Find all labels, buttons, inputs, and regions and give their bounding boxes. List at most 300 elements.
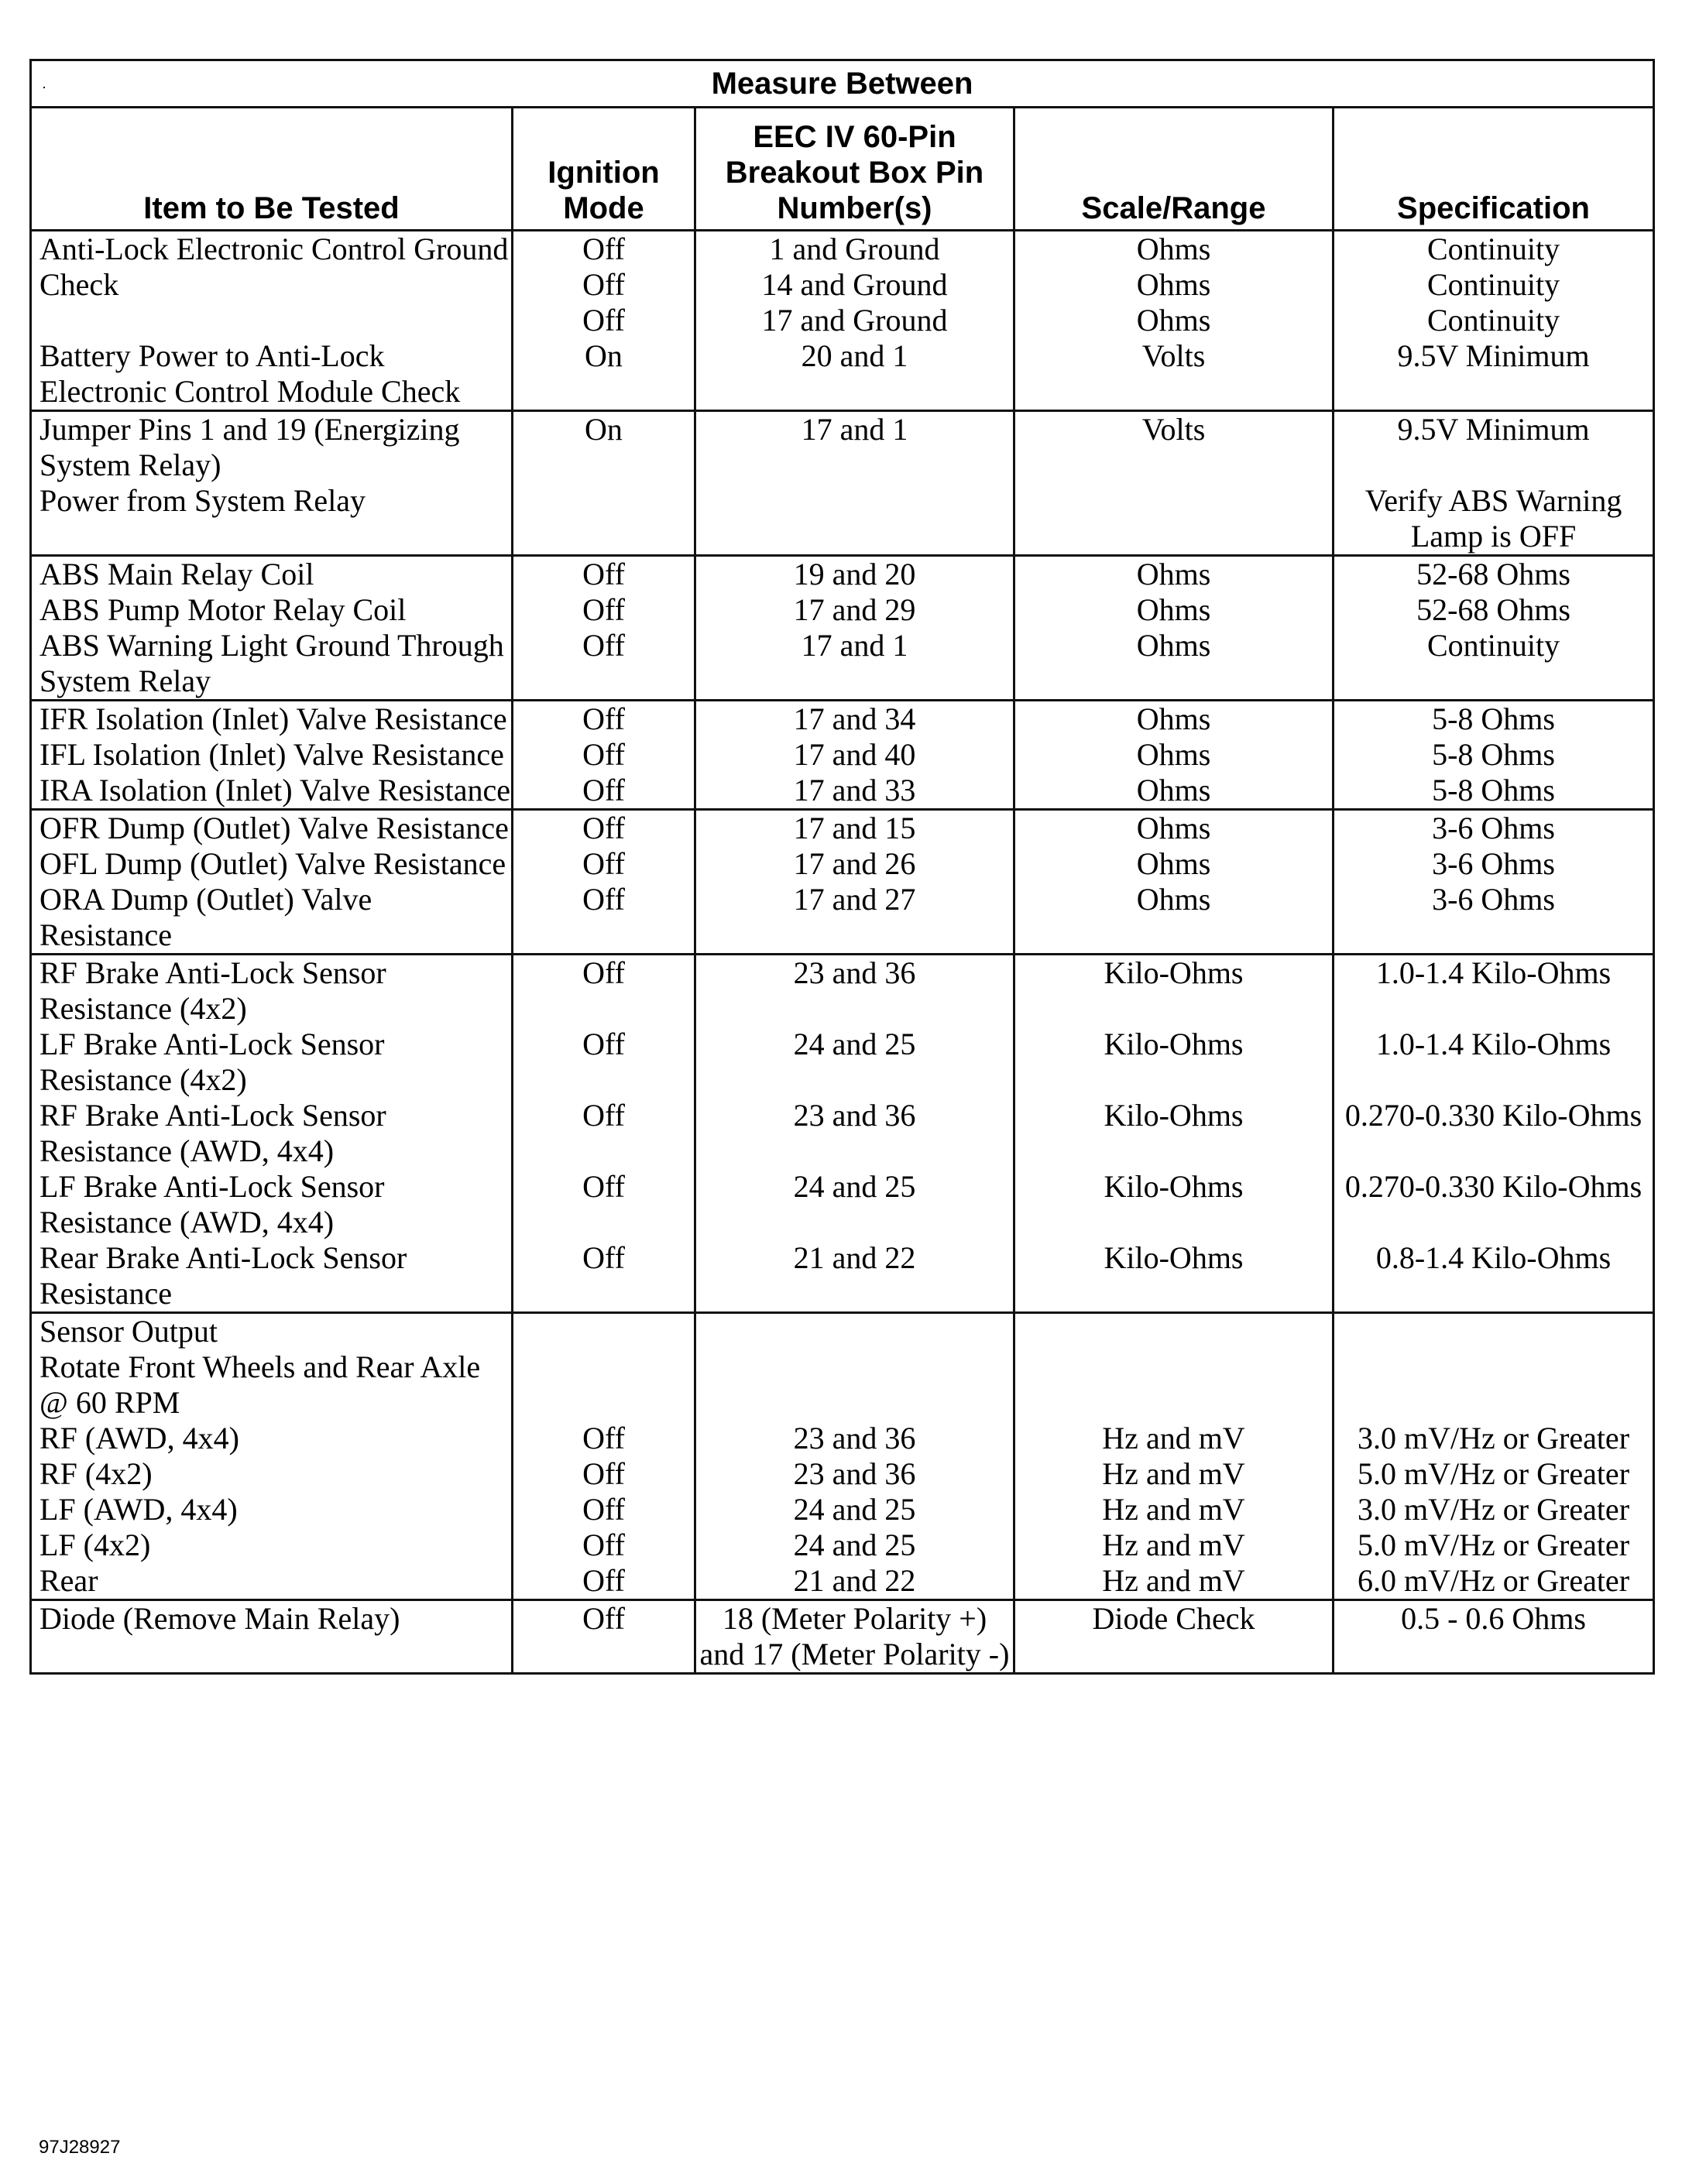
scale-value: Hz and mV bbox=[1102, 1527, 1245, 1562]
table-row bbox=[31, 411, 1654, 556]
cell-block bbox=[696, 1492, 1013, 1527]
cell-block bbox=[513, 1240, 694, 1311]
cell-spec bbox=[1334, 1313, 1654, 1600]
item-text: RF (AWD, 4x4) bbox=[39, 1421, 239, 1455]
cell-pins bbox=[695, 411, 1014, 556]
scale-value: Ohms bbox=[1136, 811, 1211, 845]
spec-value: 3.0 mV/Hz or Greater bbox=[1358, 1421, 1630, 1455]
cell-block bbox=[696, 1169, 1013, 1240]
cell-block bbox=[1334, 773, 1653, 808]
cell-block bbox=[32, 1169, 511, 1240]
cell-pins bbox=[695, 810, 1014, 955]
cell-block bbox=[1334, 628, 1653, 699]
cell-block bbox=[696, 338, 1013, 410]
cell-block bbox=[32, 1421, 511, 1456]
item-text: ABS Main Relay Coil bbox=[39, 557, 314, 591]
cell-ignition bbox=[513, 1600, 695, 1674]
cell-block bbox=[513, 737, 694, 773]
spec-value: Continuity bbox=[1426, 267, 1560, 302]
ignition-value: Off bbox=[582, 557, 625, 591]
cell-item bbox=[31, 1600, 513, 1674]
cell-block bbox=[1334, 1314, 1653, 1349]
cell-block bbox=[1334, 737, 1653, 773]
cell-block bbox=[1334, 1601, 1653, 1672]
header-scale: Scale/Range bbox=[1014, 108, 1334, 231]
cell-block bbox=[32, 483, 511, 554]
scale-value: Ohms bbox=[1136, 231, 1211, 266]
cell-block bbox=[513, 1421, 694, 1456]
pins-value: 20 and 1 bbox=[801, 338, 908, 373]
spec-value: 0.270-0.330 Kilo-Ohms bbox=[1344, 1169, 1643, 1204]
header-pins: EEC IV 60-Pin Breakout Box Pin Number(s) bbox=[695, 108, 1014, 231]
spec-value bbox=[1334, 1314, 1653, 1349]
cell-block bbox=[1015, 1421, 1332, 1456]
ignition-value: Off bbox=[582, 811, 625, 845]
specification-table bbox=[29, 59, 1655, 1675]
item-text: Jumper Pins 1 and 19 (Energizing System Relay) bbox=[39, 412, 460, 482]
spec-value: 52-68 Ohms bbox=[1416, 592, 1570, 627]
cell-block bbox=[1015, 1314, 1332, 1349]
scale-value bbox=[1015, 1349, 1332, 1385]
ignition-value: Off bbox=[582, 231, 625, 266]
cell-block bbox=[696, 412, 1013, 483]
spec-value: 9.5V Minimum bbox=[1397, 412, 1590, 447]
pins-value: 24 and 25 bbox=[793, 1492, 916, 1527]
cell-block bbox=[1015, 1349, 1332, 1421]
spec-value: 3-6 Ohms bbox=[1432, 882, 1555, 917]
pins-value: 17 and Ground bbox=[761, 303, 948, 338]
table-row bbox=[31, 955, 1654, 1313]
pins-value: 17 and 26 bbox=[793, 846, 916, 881]
cell-block bbox=[513, 1098, 694, 1169]
cell-block bbox=[513, 592, 694, 628]
cell-scale bbox=[1014, 231, 1334, 411]
cell-block bbox=[1334, 557, 1653, 592]
pins-value: 24 and 25 bbox=[793, 1169, 916, 1204]
scale-value: Diode Check bbox=[1092, 1601, 1255, 1636]
cell-block bbox=[513, 338, 694, 410]
scale-value: Ohms bbox=[1136, 267, 1211, 302]
cell-block bbox=[1334, 1563, 1653, 1599]
cell-item bbox=[31, 1313, 513, 1600]
spec-value: 9.5V Minimum bbox=[1397, 338, 1590, 373]
cell-pins bbox=[695, 231, 1014, 411]
cell-block bbox=[32, 592, 511, 628]
cell-block bbox=[1015, 1601, 1332, 1672]
cell-block bbox=[1015, 846, 1332, 882]
spec-value: 5-8 Ohms bbox=[1432, 737, 1555, 772]
spec-value: 0.270-0.330 Kilo-Ohms bbox=[1344, 1098, 1643, 1133]
cell-block bbox=[513, 1492, 694, 1527]
cell-block bbox=[32, 1240, 511, 1311]
cell-block bbox=[1015, 1527, 1332, 1563]
item-text: ABS Warning Light Ground Through System Relay bbox=[39, 628, 504, 698]
cell-pins bbox=[695, 556, 1014, 701]
cell-block bbox=[1015, 811, 1332, 846]
cell-block bbox=[696, 557, 1013, 592]
cell-block bbox=[696, 811, 1013, 846]
cell-block bbox=[1015, 628, 1332, 699]
ignition-value: Off bbox=[582, 701, 625, 736]
cell-block bbox=[1015, 483, 1332, 554]
scale-value: Ohms bbox=[1136, 701, 1211, 736]
item-text: RF Brake Anti-Lock Sensor Resistance (AWD, 4x4) bbox=[39, 1098, 386, 1168]
spec-value: 52-68 Ohms bbox=[1416, 557, 1570, 591]
pins-value: 17 and 40 bbox=[793, 737, 916, 772]
cell-block bbox=[1334, 1169, 1653, 1240]
pins-value: 17 and 15 bbox=[793, 811, 916, 845]
cell-block bbox=[32, 1314, 511, 1349]
header-ignition: Ignition Mode bbox=[513, 108, 695, 231]
ignition-value bbox=[513, 1314, 694, 1349]
cell-block bbox=[1015, 1492, 1332, 1527]
spec-value: 5.0 mV/Hz or Greater bbox=[1358, 1527, 1630, 1562]
ignition-value: Off bbox=[582, 1527, 625, 1562]
cell-scale bbox=[1014, 810, 1334, 955]
cell-block bbox=[696, 737, 1013, 773]
ignition-value: Off bbox=[582, 1098, 625, 1133]
item-text: OFR Dump (Outlet) Valve Resistance bbox=[39, 811, 509, 845]
cell-block bbox=[32, 231, 511, 338]
cell-block bbox=[696, 628, 1013, 699]
cell-scale bbox=[1014, 556, 1334, 701]
pins-value: 14 and Ground bbox=[761, 267, 948, 302]
cell-block bbox=[1015, 1563, 1332, 1599]
cell-block bbox=[1015, 557, 1332, 592]
ignition-value: Off bbox=[582, 1169, 625, 1204]
cell-block bbox=[513, 773, 694, 808]
item-text: IFL Isolation (Inlet) Valve Resistance bbox=[39, 737, 504, 772]
pins-value: 17 and 34 bbox=[793, 701, 916, 736]
cell-item bbox=[31, 231, 513, 411]
cell-spec bbox=[1334, 1600, 1654, 1674]
cell-block bbox=[1015, 1169, 1332, 1240]
cell-block bbox=[1334, 1240, 1653, 1311]
pins-value: 18 (Meter Polarity +) and 17 (Meter Polarity -) bbox=[699, 1601, 1010, 1671]
cell-block bbox=[513, 846, 694, 882]
pins-value: 17 and 33 bbox=[793, 773, 916, 807]
cell-block bbox=[32, 628, 511, 699]
spec-value: 0.8-1.4 Kilo-Ohms bbox=[1375, 1240, 1612, 1275]
table-row bbox=[31, 556, 1654, 701]
pins-value: 24 and 25 bbox=[793, 1527, 916, 1562]
cell-block bbox=[1334, 483, 1653, 554]
cell-block bbox=[1015, 338, 1332, 410]
spec-value: Continuity bbox=[1426, 231, 1560, 266]
cell-spec bbox=[1334, 701, 1654, 810]
pins-value: 23 and 36 bbox=[793, 1421, 916, 1455]
cell-block bbox=[32, 773, 511, 808]
item-text: OFL Dump (Outlet) Valve Resistance bbox=[39, 846, 506, 881]
scale-value: Ohms bbox=[1136, 628, 1211, 663]
cell-pins bbox=[695, 955, 1014, 1313]
ignition-value: Off bbox=[582, 592, 625, 627]
cell-block bbox=[1334, 1098, 1653, 1169]
pins-value: 23 and 36 bbox=[793, 1098, 916, 1133]
cell-block bbox=[1334, 338, 1653, 410]
cell-block bbox=[32, 1027, 511, 1098]
cell-block bbox=[1334, 955, 1653, 1027]
cell-scale bbox=[1014, 1313, 1334, 1600]
scale-value: Kilo-Ohms bbox=[1104, 1169, 1244, 1204]
ignition-value: Off bbox=[582, 1456, 625, 1491]
ignition-value: Off bbox=[582, 303, 625, 338]
ignition-value: Off bbox=[582, 1601, 625, 1636]
cell-block bbox=[696, 1240, 1013, 1311]
scale-value: Ohms bbox=[1136, 303, 1211, 338]
cell-item bbox=[31, 955, 513, 1313]
scale-value: Ohms bbox=[1136, 773, 1211, 807]
cell-block bbox=[696, 846, 1013, 882]
pins-value: 17 and 27 bbox=[793, 882, 916, 917]
ignition-value: Off bbox=[582, 955, 625, 990]
cell-block bbox=[513, 1563, 694, 1599]
cell-block bbox=[1015, 701, 1332, 737]
pins-value: 17 and 1 bbox=[801, 628, 908, 663]
scale-value: Ohms bbox=[1136, 557, 1211, 591]
cell-block bbox=[32, 701, 511, 737]
cell-block bbox=[32, 1563, 511, 1599]
cell-ignition bbox=[513, 701, 695, 810]
item-text: Rear Brake Anti-Lock Sensor Resistance bbox=[39, 1240, 407, 1311]
cell-item bbox=[31, 411, 513, 556]
cell-block bbox=[1015, 737, 1332, 773]
cell-ignition bbox=[513, 411, 695, 556]
ignition-value: Off bbox=[582, 846, 625, 881]
cell-block bbox=[513, 1527, 694, 1563]
ignition-value: Off bbox=[582, 1492, 625, 1527]
ignition-value bbox=[513, 483, 694, 519]
item-text: LF (4x2) bbox=[39, 1527, 151, 1562]
cell-block bbox=[32, 1349, 511, 1421]
cell-block bbox=[1334, 1421, 1653, 1456]
cell-block bbox=[1015, 1456, 1332, 1492]
ignition-value: Off bbox=[582, 1027, 625, 1061]
item-text: IRA Isolation (Inlet) Valve Resistance bbox=[39, 773, 511, 807]
item-text: RF (4x2) bbox=[39, 1456, 153, 1491]
cell-block bbox=[1015, 1027, 1332, 1098]
scale-value: Volts bbox=[1141, 338, 1206, 373]
cell-block bbox=[32, 811, 511, 846]
item-text: Anti-Lock Electronic Control Ground Check bbox=[39, 231, 509, 302]
cell-block bbox=[513, 701, 694, 737]
ignition-value: Off bbox=[582, 1563, 625, 1598]
cell-spec bbox=[1334, 955, 1654, 1313]
pins-value bbox=[696, 483, 1013, 519]
cell-block bbox=[32, 338, 511, 410]
cell-block bbox=[32, 955, 511, 1027]
scale-value: Hz and mV bbox=[1102, 1421, 1245, 1455]
spec-value: 5-8 Ohms bbox=[1432, 773, 1555, 807]
scale-value: Kilo-Ohms bbox=[1104, 1027, 1244, 1061]
scale-value: Kilo-Ohms bbox=[1104, 955, 1244, 990]
pins-value: 24 and 25 bbox=[793, 1027, 916, 1061]
cell-spec bbox=[1334, 411, 1654, 556]
item-text: RF Brake Anti-Lock Sensor Resistance (4x2) bbox=[39, 955, 386, 1026]
item-text: Rotate Front Wheels and Rear Axle @ 60 RPM bbox=[39, 1349, 481, 1420]
item-text: ABS Pump Motor Relay Coil bbox=[39, 592, 407, 627]
cell-ignition bbox=[513, 955, 695, 1313]
cell-block bbox=[513, 1169, 694, 1240]
item-text: Sensor Output bbox=[39, 1314, 218, 1349]
cell-block bbox=[513, 557, 694, 592]
cell-block bbox=[1015, 1098, 1332, 1169]
spec-value: Continuity bbox=[1426, 303, 1560, 338]
cell-block bbox=[32, 1456, 511, 1492]
ignition-value: Off bbox=[582, 737, 625, 772]
cell-block bbox=[696, 1527, 1013, 1563]
cell-block bbox=[513, 1601, 694, 1672]
cell-block bbox=[32, 1601, 511, 1672]
table-row bbox=[31, 231, 1654, 411]
cell-block bbox=[1015, 773, 1332, 808]
ignition-value: On bbox=[585, 338, 623, 373]
ignition-value: Off bbox=[582, 628, 625, 663]
cell-block bbox=[32, 737, 511, 773]
cell-block bbox=[696, 1098, 1013, 1169]
scale-value: Hz and mV bbox=[1102, 1456, 1245, 1491]
cell-block bbox=[32, 846, 511, 882]
cell-pins bbox=[695, 701, 1014, 810]
item-text: IFR Isolation (Inlet) Valve Resistance bbox=[39, 701, 507, 736]
cell-block bbox=[513, 1027, 694, 1098]
cell-block bbox=[32, 882, 511, 953]
scale-value bbox=[1015, 1314, 1332, 1349]
pins-value: 17 and 1 bbox=[801, 412, 908, 447]
cell-ignition bbox=[513, 1313, 695, 1600]
pins-value: 19 and 20 bbox=[793, 557, 916, 591]
spec-value: 0.5 - 0.6 Ohms bbox=[1401, 1601, 1586, 1636]
cell-block bbox=[1334, 1456, 1653, 1492]
cell-block bbox=[696, 1314, 1013, 1349]
cell-block bbox=[1334, 811, 1653, 846]
item-text: Rear bbox=[39, 1563, 98, 1598]
cell-block bbox=[696, 592, 1013, 628]
ignition-value bbox=[513, 1349, 694, 1385]
item-text: LF Brake Anti-Lock Sensor Resistance (4x2) bbox=[39, 1027, 385, 1097]
cell-block bbox=[32, 412, 511, 483]
cell-block bbox=[696, 1027, 1013, 1098]
table-body bbox=[31, 231, 1654, 1674]
pins-value: 23 and 36 bbox=[793, 955, 916, 990]
ignition-value: Off bbox=[582, 773, 625, 807]
cell-block bbox=[513, 1456, 694, 1492]
pins-value: 21 and 22 bbox=[793, 1240, 916, 1275]
scale-value: Volts bbox=[1141, 412, 1206, 447]
cell-block bbox=[32, 1492, 511, 1527]
cell-pins bbox=[695, 1313, 1014, 1600]
ignition-value: Off bbox=[582, 882, 625, 917]
cell-spec bbox=[1334, 231, 1654, 411]
cell-block bbox=[32, 1098, 511, 1169]
cell-block bbox=[696, 955, 1013, 1027]
cell-pins bbox=[695, 1600, 1014, 1674]
cell-block bbox=[1015, 882, 1332, 953]
pins-value: 23 and 36 bbox=[793, 1456, 916, 1491]
pins-value bbox=[696, 1349, 1013, 1385]
scale-value: Ohms bbox=[1136, 882, 1211, 917]
spec-value: 3-6 Ohms bbox=[1432, 811, 1555, 845]
cell-block bbox=[696, 773, 1013, 808]
item-text: Diode (Remove Main Relay) bbox=[39, 1601, 400, 1636]
pins-value: 1 and Ground bbox=[769, 231, 940, 266]
ignition-value: Off bbox=[582, 1240, 625, 1275]
cell-block bbox=[1334, 1027, 1653, 1098]
cell-block bbox=[32, 557, 511, 592]
cell-block bbox=[1015, 412, 1332, 483]
cell-block bbox=[1015, 231, 1332, 338]
ignition-value: On bbox=[585, 412, 623, 447]
item-text: LF Brake Anti-Lock Sensor Resistance (AWD, 4x4) bbox=[39, 1169, 385, 1239]
header-spec: Specification bbox=[1334, 108, 1654, 231]
spec-value bbox=[1334, 1349, 1653, 1385]
cell-block bbox=[513, 628, 694, 699]
scale-value bbox=[1015, 483, 1332, 519]
spec-value: 1.0-1.4 Kilo-Ohms bbox=[1375, 1027, 1612, 1061]
cell-block bbox=[513, 412, 694, 483]
scale-value: Ohms bbox=[1136, 592, 1211, 627]
cell-ignition bbox=[513, 231, 695, 411]
scale-value: Ohms bbox=[1136, 846, 1211, 881]
spec-value: 6.0 mV/Hz or Greater bbox=[1358, 1563, 1630, 1598]
cell-block bbox=[1334, 882, 1653, 953]
table-row bbox=[31, 810, 1654, 955]
pins-value: 17 and 29 bbox=[793, 592, 916, 627]
cell-block bbox=[1015, 1240, 1332, 1311]
spec-value: Continuity bbox=[1426, 628, 1560, 663]
cell-block bbox=[513, 1349, 694, 1421]
table-row bbox=[31, 1600, 1654, 1674]
cell-block bbox=[1334, 846, 1653, 882]
cell-scale bbox=[1014, 411, 1334, 556]
figure-id: 97J28927 bbox=[39, 2137, 121, 2158]
spec-value: 3.0 mV/Hz or Greater bbox=[1358, 1492, 1630, 1527]
cell-block bbox=[513, 231, 694, 338]
cell-block bbox=[696, 701, 1013, 737]
measure-between-title: Measure Between bbox=[31, 60, 1654, 108]
cell-block bbox=[696, 1456, 1013, 1492]
cell-block bbox=[513, 882, 694, 953]
item-text: ORA Dump (Outlet) Valve Resistance bbox=[39, 882, 372, 952]
spec-value: 5-8 Ohms bbox=[1432, 701, 1555, 736]
cell-scale bbox=[1014, 955, 1334, 1313]
cell-block bbox=[696, 882, 1013, 953]
cell-block bbox=[1015, 592, 1332, 628]
cell-block bbox=[1334, 701, 1653, 737]
cell-block bbox=[696, 231, 1013, 338]
cell-block bbox=[1334, 1492, 1653, 1527]
header-item: Item to Be Tested bbox=[31, 108, 513, 231]
cell-ignition bbox=[513, 556, 695, 701]
cell-block bbox=[513, 483, 694, 554]
scale-value: Kilo-Ohms bbox=[1104, 1240, 1244, 1275]
ignition-value: Off bbox=[582, 1421, 625, 1455]
scale-value: Hz and mV bbox=[1102, 1492, 1245, 1527]
pins-value: 21 and 22 bbox=[793, 1563, 916, 1598]
cell-block bbox=[1334, 592, 1653, 628]
scale-value: Hz and mV bbox=[1102, 1563, 1245, 1598]
spec-value: 1.0-1.4 Kilo-Ohms bbox=[1375, 955, 1612, 990]
item-text: Battery Power to Anti-Lock Electronic Control Module Check bbox=[39, 338, 461, 409]
cell-item bbox=[31, 701, 513, 810]
cell-block bbox=[696, 1421, 1013, 1456]
table-row bbox=[31, 701, 1654, 810]
cell-ignition bbox=[513, 810, 695, 955]
cell-block bbox=[696, 1601, 1013, 1672]
cell-block bbox=[1334, 231, 1653, 338]
ignition-value: Off bbox=[582, 267, 625, 302]
cell-block bbox=[1334, 412, 1653, 483]
